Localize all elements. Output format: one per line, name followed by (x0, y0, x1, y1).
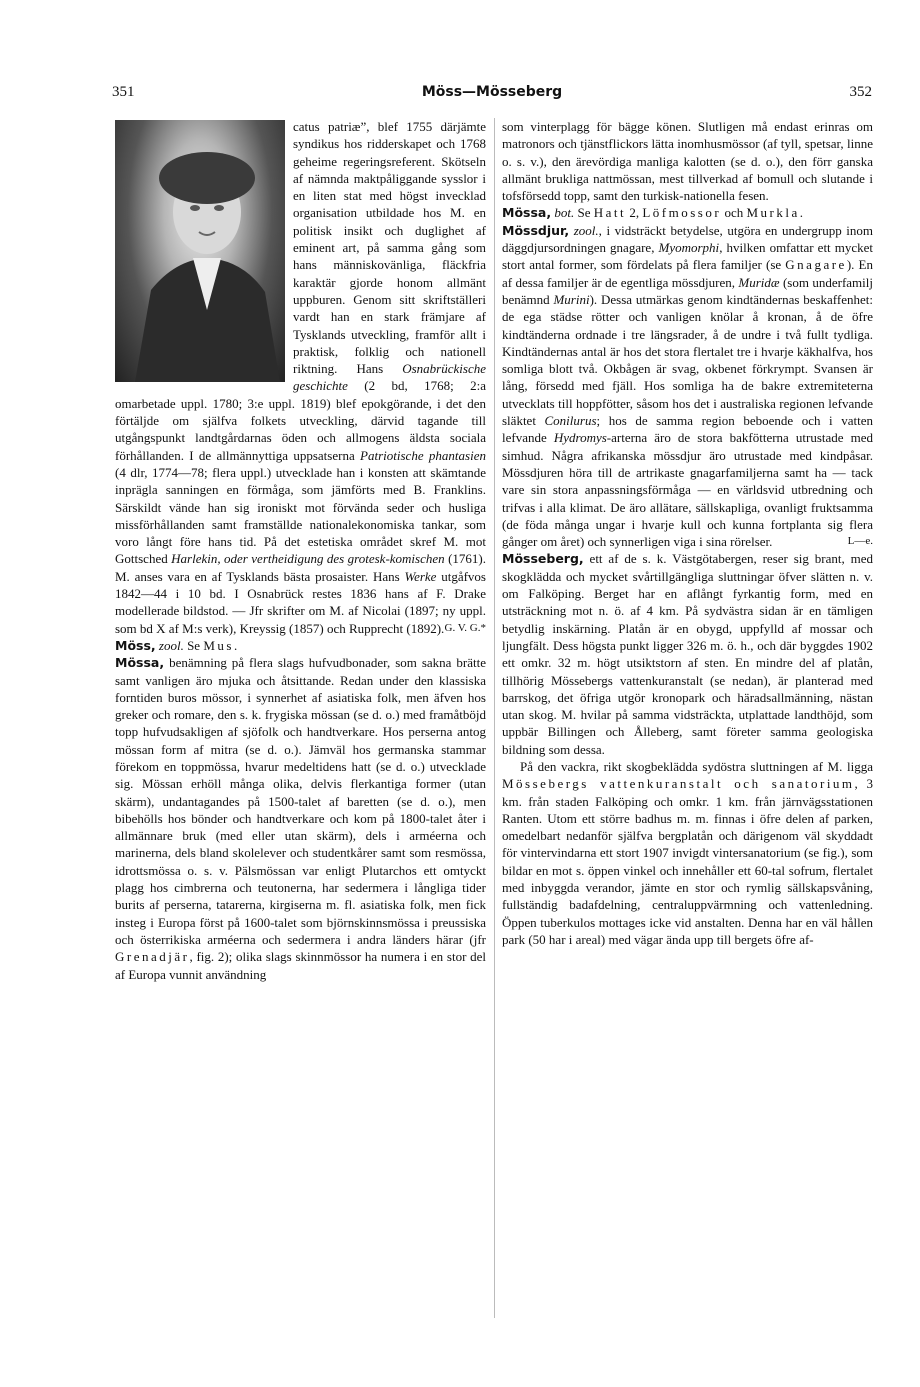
entry-mossa (115, 654, 486, 983)
text-run: Se (574, 205, 594, 221)
text-run: På den vackra, rikt skogbeklädda sydöstra sluttningen af M. ligga (520, 758, 873, 774)
text-run: Se (183, 637, 204, 653)
category: zool. (158, 637, 184, 653)
text-run: och (721, 205, 747, 221)
right-column (502, 118, 873, 1358)
text-run: , 3 km. från staden Falköping och omkr. 1 km. från järnvägsstationen Ranten. Utom ett större badhus m. m. finnas i öfre delen af parken, omedelbart nedanför själfva bergplatån och därigenom väl skyddadt för vintervindarna ett stort 1907 invigdt vintersanatorium (se fig.), som bildar en mot s. öppen vinkel och innehåller ett 60-tal sofrum, flertalet med inbyggda verandor, jämte en stor och rymlig sällskapsvåning, fullständig badafdelning, centraluppvärmning och vattenledning. Öppen tuberkulos mottages icke vid anstalten. Denna har en väl hållen park (50 har i areal) med vägar ända upp till bergets öfre af- (502, 776, 873, 947)
text-run: , hvilken omfattar ett mycket stort antal former, som fördelats på flera familjer (se (502, 240, 873, 273)
page-header (112, 84, 872, 104)
text-run: ). En af dessa familjer är de egentliga mössdjuren, (502, 257, 873, 290)
text-run: utgåfvos 1842—44 i 10 bd. I Osnabrück restes 1836 hans af F. Drake modellerade bildstod. — Jfr skrifter om M. af Nicolai (1897; ny uppl. som bd X af M:s verk), Kreyssig (1857) och Rupprecht (1892). (115, 568, 486, 636)
cross-reference: Löfmossor (642, 205, 722, 221)
column-divider (494, 118, 495, 1318)
cross-reference: Hatt (593, 205, 627, 221)
text-run: (4 dlr, 1774—78; flera uppl.) utvecklade han i konsten att skämtande inprägla sanningen en förmåga, som jämförts med B. Franklins. Särskildt vände han sig ironiskt mot förvända seder och husliga missförhållanden samt framställde nationalekonomiska tankar, som voro långt före hans tid. På det estetiska området skref M. mot Gottsched (115, 464, 486, 567)
text-run: (som underfamilj benämnd (502, 274, 873, 307)
title-patriotische: Patriotische phantasien (360, 447, 486, 463)
text-run: ett af de s. k. Västgötabergen, reser sig brant, med skogklädda och mycket svårtillgängliga sluttningar öfver slätten n. v. om Falköping. Berget har en aflångt fyrkantig form, med en utsträckning mot n. ö. af 4 km. På sydvästra sidan är en tämligen betydlig inskärning. Platån är en obygd, uppfylld af mossar och ljungfält. Dess högsta punkt ligger 326 m. ö. h., och där byggdes 1902 ett omkr. 32 m. högt utsiktstorn af sten. En mindre del af platån, tillhörig Mössebergs vattenkuranstalt (se nedan), är planterad med barrskog, det öfriga utgör kronopark och häradsallmänning, nästan utan skog. M. hvilar på samma vidsträckta, utplattade landthöjd, som uppbär Billingen och Ålleberg, samt företer samma geologiska bildning som dessa. (502, 551, 873, 757)
taxon: Myomorphi (658, 240, 720, 256)
text-run: -arterna äro de stora bakfötterna utrustade med simhud. Några afrikanska mössdjur äro utrustade med kindpåsar. Mössdjuren höra till de artrikaste gnagarfamiljerna samt ha — tack vare sin stora anpassningsförmåga — en världsvid utbredning och trifvas i alla klimat. De äro allätare, sällskapliga, ovanligt fruktsamma (de föda många ungar i hvarje kull och kunna fortplanta sig flera gånger om året) och synnerligen viga i sina rörelser. (502, 430, 873, 550)
text-run: benämning på flera slags hufvudbonader, som sakna brätte samt vanligen äro mjuka och åtsittande. Redan under den klassiska forntiden buros mössor, i synnerhet af asiatiska folk, men äfven hos greker och romare, den s. k. frygiska mössan (se d. o.) med framåtböjd topp hufvudsakligen af sjöfolk och handtverkare. Hos perserna antog mössan form af mitra (se d. o.). Jämväl hos germanska stammar förekom en toppmössa, hvarur medeltidens hatt (se d. o.) utvecklade sig. Mössan erhöll många olika, delvis flerkantiga former (utan skärm), undantagandes på 1500-talet af baretten (se d. o.), men bibehölls hos bönder och handtverkare och kom på 1800-talet åter i allmännare bruk (med eller utan skärm), dels i arméerna och marinerna, dels bland skolelever och studentkårer samt som resmössa, idrottsmössa o. s. v. Pälsmössan var enligt Plutarchos ett omtyckt plagg hos cimbrerna och teutonerna, har sedermera i långliga tider burits af perserna, tatarerna, kirgiserna m. fl. asiatiska folk, men fick insteg i Europa först på 1600-talet som björnskinnsmössa i preussiska och österrikiska arméerna och sedermera i andra länders härar (jfr (115, 655, 486, 947)
running-title: Möss—Mösseberg (421, 84, 563, 100)
headword: Mössdjur, (502, 222, 570, 238)
cross-reference: Grenadjär (115, 949, 190, 965)
text-run: catus patriæ”, blef 1755 därjämte syndikus hos ridderskapet och 1768 geheime regeringsreferent. Skötseln af nämnda maktpåliggande sysslor i en liten stat med högst invecklad organisation utbildade hos M. en politisk insikt och duglighet af eminent art, på samma gång som hans människovänliga, fläckfria karaktär gjorde honom allmänt uppburen. Genom sitt skriftställeri vardt han en stark främjare af Tysklands utveckling, framför allt i praktisk, folklig och nationell riktning. Hans (293, 119, 486, 377)
entry-mossdjur (502, 222, 873, 551)
text-run: , i vidsträckt betydelse, utgöra en undergrupp inom däggdjursordningen gnagare, (502, 222, 873, 256)
headword: Möss, (115, 637, 156, 653)
text-run: , fig. 2); olika slags skinnmössor ha numera i en stor del af Europa vunnit användning (115, 949, 486, 982)
portrait-image (115, 120, 285, 382)
emphasized-name: Mössebergs vattenkuranstalt och sanatorium (502, 776, 855, 792)
cross-reference: Murkla. (746, 205, 806, 221)
category: zool. (573, 222, 599, 238)
taxon: Hydromys (553, 430, 607, 446)
page-number-right: 352 (849, 84, 872, 100)
text-run: ). Dessa utmärkas genom kindtändernas beskaffenhet: de ega städse rötter och vanligen knölar å kronan, å de öfre kindtänderna ordnade i tre längsrader, å de undre i två fullt tydliga. Kindtändernas antal är hos det stora flertalet tre i hvarje käkhalfva, hos somliga blott två. Okbågen är svag, okbenet förkrympt. Svansen är lång, försedd med fjäll. Hos somliga ha de bakre extremiteterna utvecklats till hoppfötter, såsom hos det i australiska regionen lefvande släktet (502, 291, 873, 429)
cross-reference: Gnagare (785, 257, 847, 273)
text-run: 2, (626, 205, 643, 221)
entry-mosseberg (502, 550, 873, 758)
paragraph-mosseberg-2 (502, 758, 873, 948)
signature: G. V. G.* (444, 621, 486, 634)
title-werke: Werke (404, 568, 437, 584)
text-run: ; hos de samma region beboende och i vatten lefvande (502, 413, 873, 446)
taxon: Murini (553, 291, 590, 307)
text-run: (2 bd, 1768; 2:a omarbetade uppl. 1780; 3:e uppl. 1819) blef epokgörande, i det den förtäljde om själfva folkets utveckling, därvid tagande till utgångspunkt landtgårdarnas öden och allmogens äldsta sociala förhållanden. I de allmännyttiga uppsatserna (115, 378, 486, 463)
title-harlekin: Harlekin, oder vertheidigung des grotesk-komischen (171, 551, 445, 567)
headword: Mösseberg, (502, 551, 584, 567)
left-column (115, 118, 486, 1358)
title-osnabrueck: Osnabrückische geschichte (293, 361, 486, 394)
page-number-left: 351 (112, 84, 135, 100)
headword: Mössa, (115, 655, 165, 671)
cross-reference: Mus. (203, 637, 240, 653)
paragraph-mossa-cont: som vinterplagg för bägge könen. Slutligen må endast erinras om matronors och tjänstflickors lätta inomhusmössor (af tyll, spetsar, linne o. s. v.), den ärevördiga manliga kalotten (se d. o.), den förr ganska allmänt brukliga nattmössan, mest tillverkad af bomull och slutande i tofsförsedd topp, samt den turkisk-nationella fesen. (502, 119, 873, 204)
entry-mossa-bot (502, 204, 873, 221)
text-run: (1761). M. anses vara en af Tysklands bästa prosaister. Hans (115, 551, 486, 584)
category: bot. (554, 205, 575, 221)
entry-moss (115, 637, 486, 654)
taxon: Conilurus (544, 413, 597, 429)
taxon: Muridæ (738, 274, 780, 290)
signature: L—e. (847, 535, 873, 548)
headword: Mössa, (502, 205, 552, 221)
